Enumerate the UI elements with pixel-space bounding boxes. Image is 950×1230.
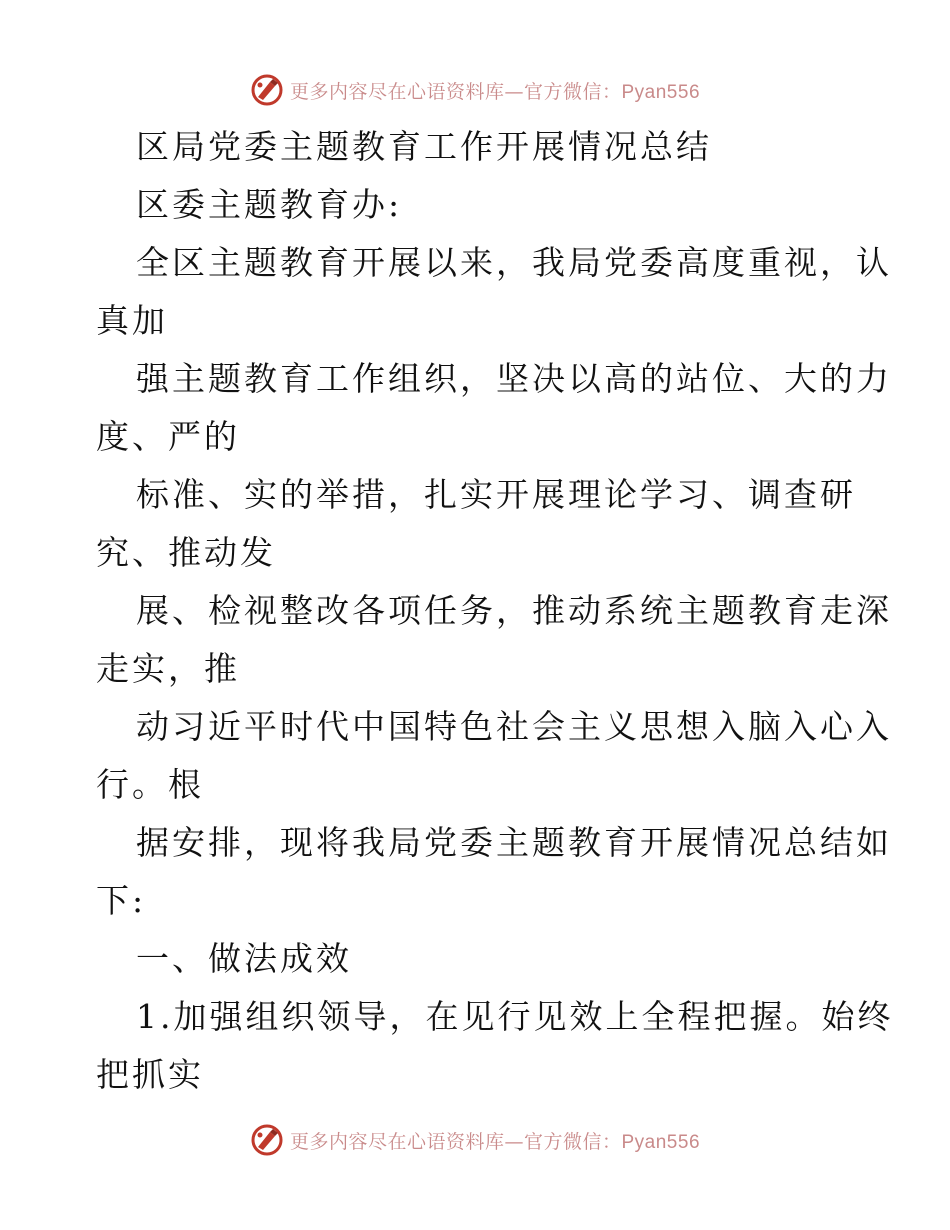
header-watermark-banner — [0, 70, 950, 110]
document-body — [96, 118, 894, 1104]
doc-line-6: 度、严的 — [96, 417, 240, 456]
doc-line-9: 展、检视整改各项任务，推动系统主题教育走深 — [136, 591, 892, 630]
doc-line-4: 真加 — [96, 301, 168, 340]
doc-line-16: 1.加强组织领导，在见行见效上全程把握。始终 — [136, 997, 894, 1036]
footer-wechat-id: Pyan556 — [621, 1131, 701, 1153]
doc-line-5: 强主题教育工作组织，坚决以高的站位、大的力 — [136, 359, 892, 398]
doc-title: 区局党委主题教育工作开展情况总结 — [136, 127, 712, 166]
doc-line-10: 走实，推 — [96, 649, 240, 688]
doc-line-7: 标准、实的举措，扎实开展理论学习、调查研 — [136, 475, 856, 514]
doc-line-11: 动习近平时代中国特色社会主义思想入脑入心入 — [136, 707, 892, 746]
header-wechat-id: Pyan556 — [621, 81, 701, 103]
footer-watermark-banner — [0, 1120, 950, 1160]
doc-line-14: 下: — [96, 881, 147, 920]
footer-banner-text: 更多内容尽在心语资料库—官方微信：Pyan556 — [289, 1130, 701, 1153]
brand-logo-icon — [250, 73, 284, 107]
doc-line-3: 全区主题教育开展以来，我局党委高度重视，认 — [136, 243, 892, 282]
header-banner-text: 更多内容尽在心语资料库—官方微信：Pyan556 — [289, 80, 701, 103]
doc-line-12: 行。根 — [96, 765, 204, 804]
doc-line-13: 据安排，现将我局党委主题教育开展情况总结如 — [136, 823, 892, 862]
doc-line-17: 把抓实 — [96, 1055, 204, 1094]
doc-addressee: 区委主题教育办: — [136, 185, 403, 224]
doc-section-heading: 一、做法成效 — [136, 939, 352, 978]
brand-logo-icon — [250, 1123, 284, 1157]
doc-line-8: 究、推动发 — [96, 533, 276, 572]
